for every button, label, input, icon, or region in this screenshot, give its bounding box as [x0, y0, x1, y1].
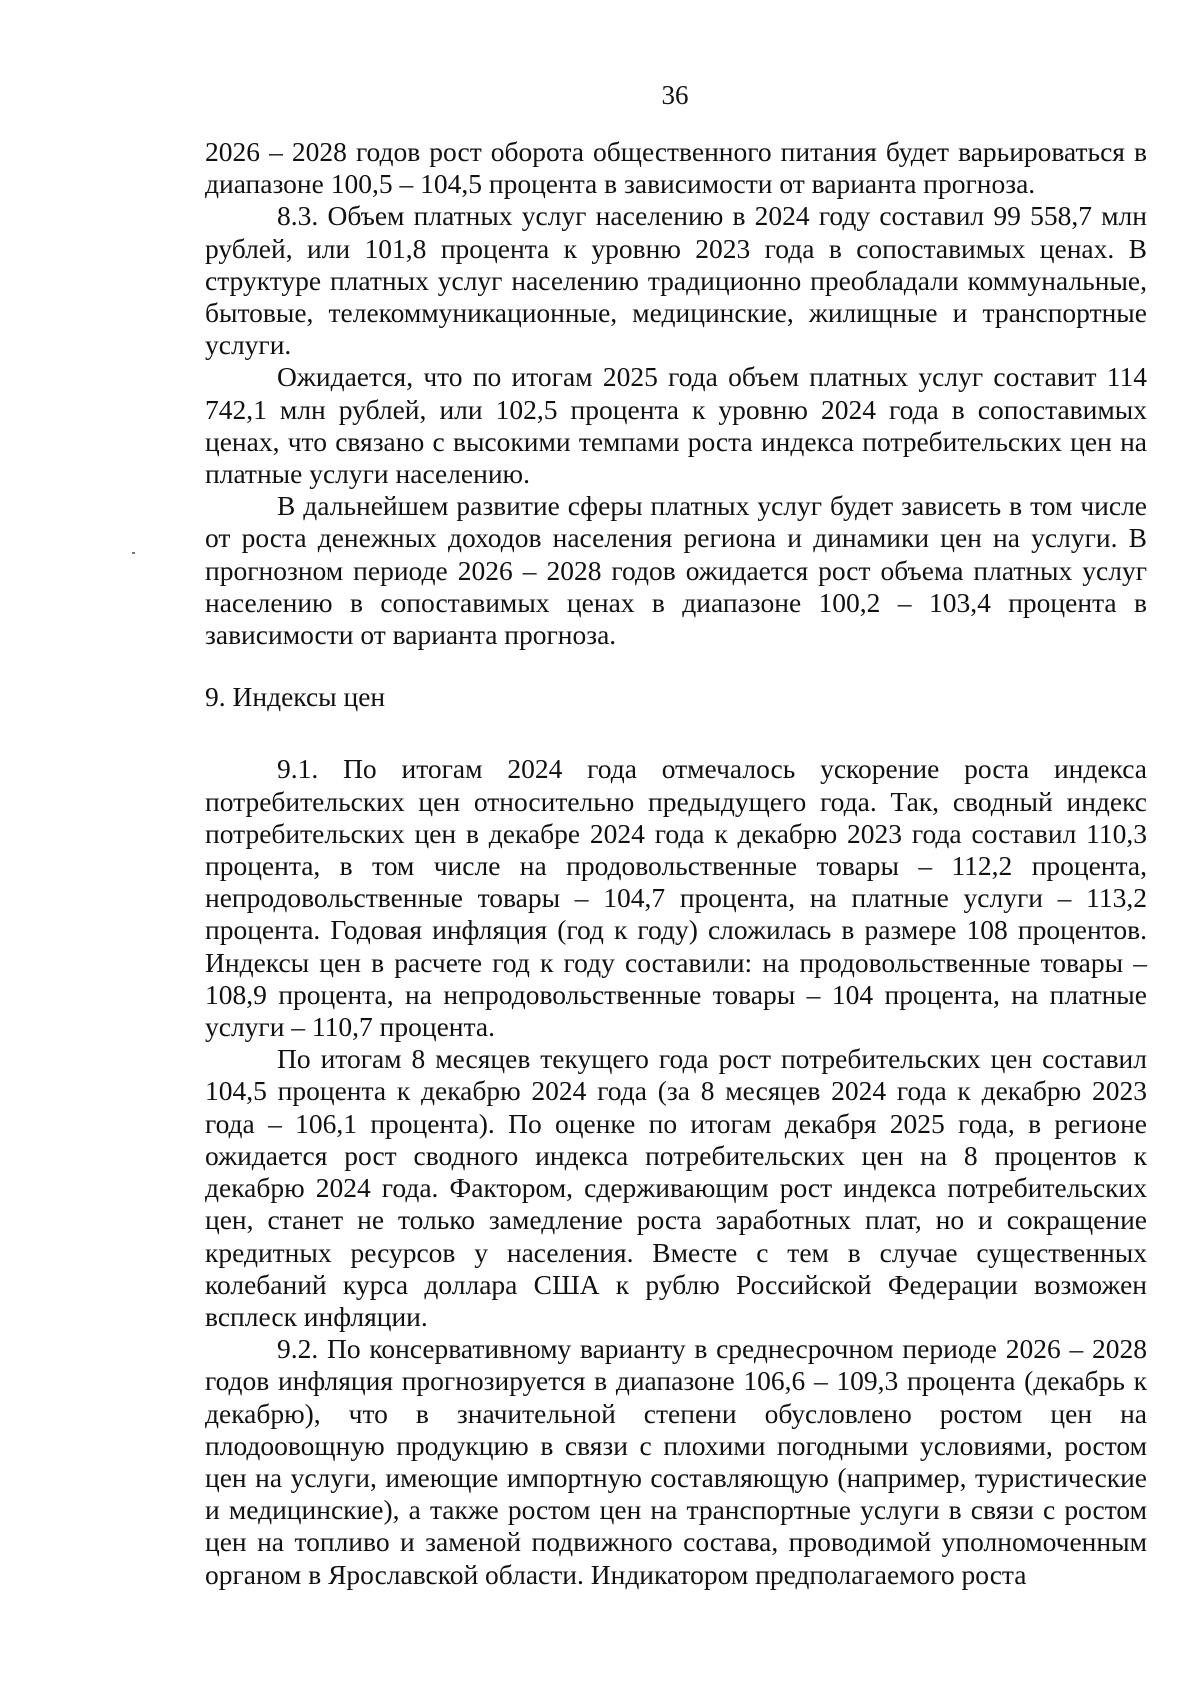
paragraph-8-3-paid-services-volume: 8.3. Объем платных услуг населению в 2024 году составил 99 558,7 млн рублей, или 101,8 процента к уровню 2023 года в сопоставимых ценах. В структуре платных услуг населению традиционно преобладали коммунальные, бытовые, телекоммуникационные, медицинские, жилищные и транспортные услуги.	[205, 200, 1147, 361]
paragraph-paid-services-2025-expectation: Ожидается, что по итогам 2025 года объем платных услуг составит 114 742,1 млн рублей, или 102,5 процента к уровню 2024 года в сопоставимых ценах, что связано с высокими темпами роста индекса потребительских цен на платные услуги населению.	[205, 361, 1147, 490]
paragraph-9-1-cpi-2024: 9.1. По итогам 2024 года отмечалось ускорение роста индекса потребительских цен относительно предыдущего года. Так, сводный индекс потребительских цен в декабре 2024 года к декабрю 2023 года составил 110,3 процента, в том числе на продовольственные товары – 112,2 процента, непродовольственные товары – 104,7 процента, на платные услуги – 113,2 процента. Годовая инфляция (год к году) сложилась в размере 108 процентов. Индексы цен в расчете год к году составили: на продовольственные товары – 108,9 процента, на непродовольственные товары – 104 процента, на платные услуги – 110,7 процента.	[205, 753, 1147, 1043]
document-body	[205, 136, 1147, 1591]
paragraph-paid-services-forecast: В дальнейшем развитие сферы платных услуг будет зависеть в том числе от роста денежных доходов населения региона и динамики цен на услуги. В прогнозном периоде 2026 – 2028 годов ожидается рост объема платных услуг населению в сопоставимых ценах в диапазоне 100,2 – 103,4 процента в зависимости от варианта прогноза.	[205, 490, 1147, 651]
paragraph-cpi-current-year: По итогам 8 месяцев текущего года рост потребительских цен составил 104,5 процента к декабрю 2024 года (за 8 месяцев 2024 года к декабрю 2023 года – 106,1 процента). По оценке по итогам декабря 2025 года, в регионе ожидается рост сводного индекса потребительских цен на 8 процентов к декабрю 2024 года. Фактором, сдерживающим рост индекса потребительских цен, станет не только замедление роста заработных плат, но и сокращение кредитных ресурсов у населения. Вместе с тем в случае существенных колебаний курса доллара США к рублю Российской Федерации возможен всплеск инфляции.	[205, 1043, 1147, 1332]
paragraph-9-2-conservative-variant: 9.2. По консервативному варианту в среднесрочном периоде 2026 – 2028 годов инфляция прогнозируется в диапазоне 106,6 – 109,3 процента (декабрь к декабрю), что в значительной степени обусловлено ростом цен на плодоовощную продукцию в связи с плохими погодными условиями, ростом цен на услуги, имеющие импортную составляющую (например, туристические и медицинские), а также ростом цен на транспортные услуги в связи с ростом цен на топливо и заменой подвижного состава, проводимой уполномоченным органом в Ярославской области. Индикатором предполагаемого роста	[205, 1333, 1147, 1590]
page-number: 36	[661, 80, 689, 110]
paragraph-continuation: 2026 – 2028 годов рост оборота общественного питания будет варьироваться в диапазоне 100,5 – 104,5 процента в зависимости от варианта прогноза.	[205, 136, 1147, 200]
scan-artifact-dot	[132, 552, 135, 554]
section-heading-price-indices: 9. Индексы цен	[205, 681, 386, 713]
